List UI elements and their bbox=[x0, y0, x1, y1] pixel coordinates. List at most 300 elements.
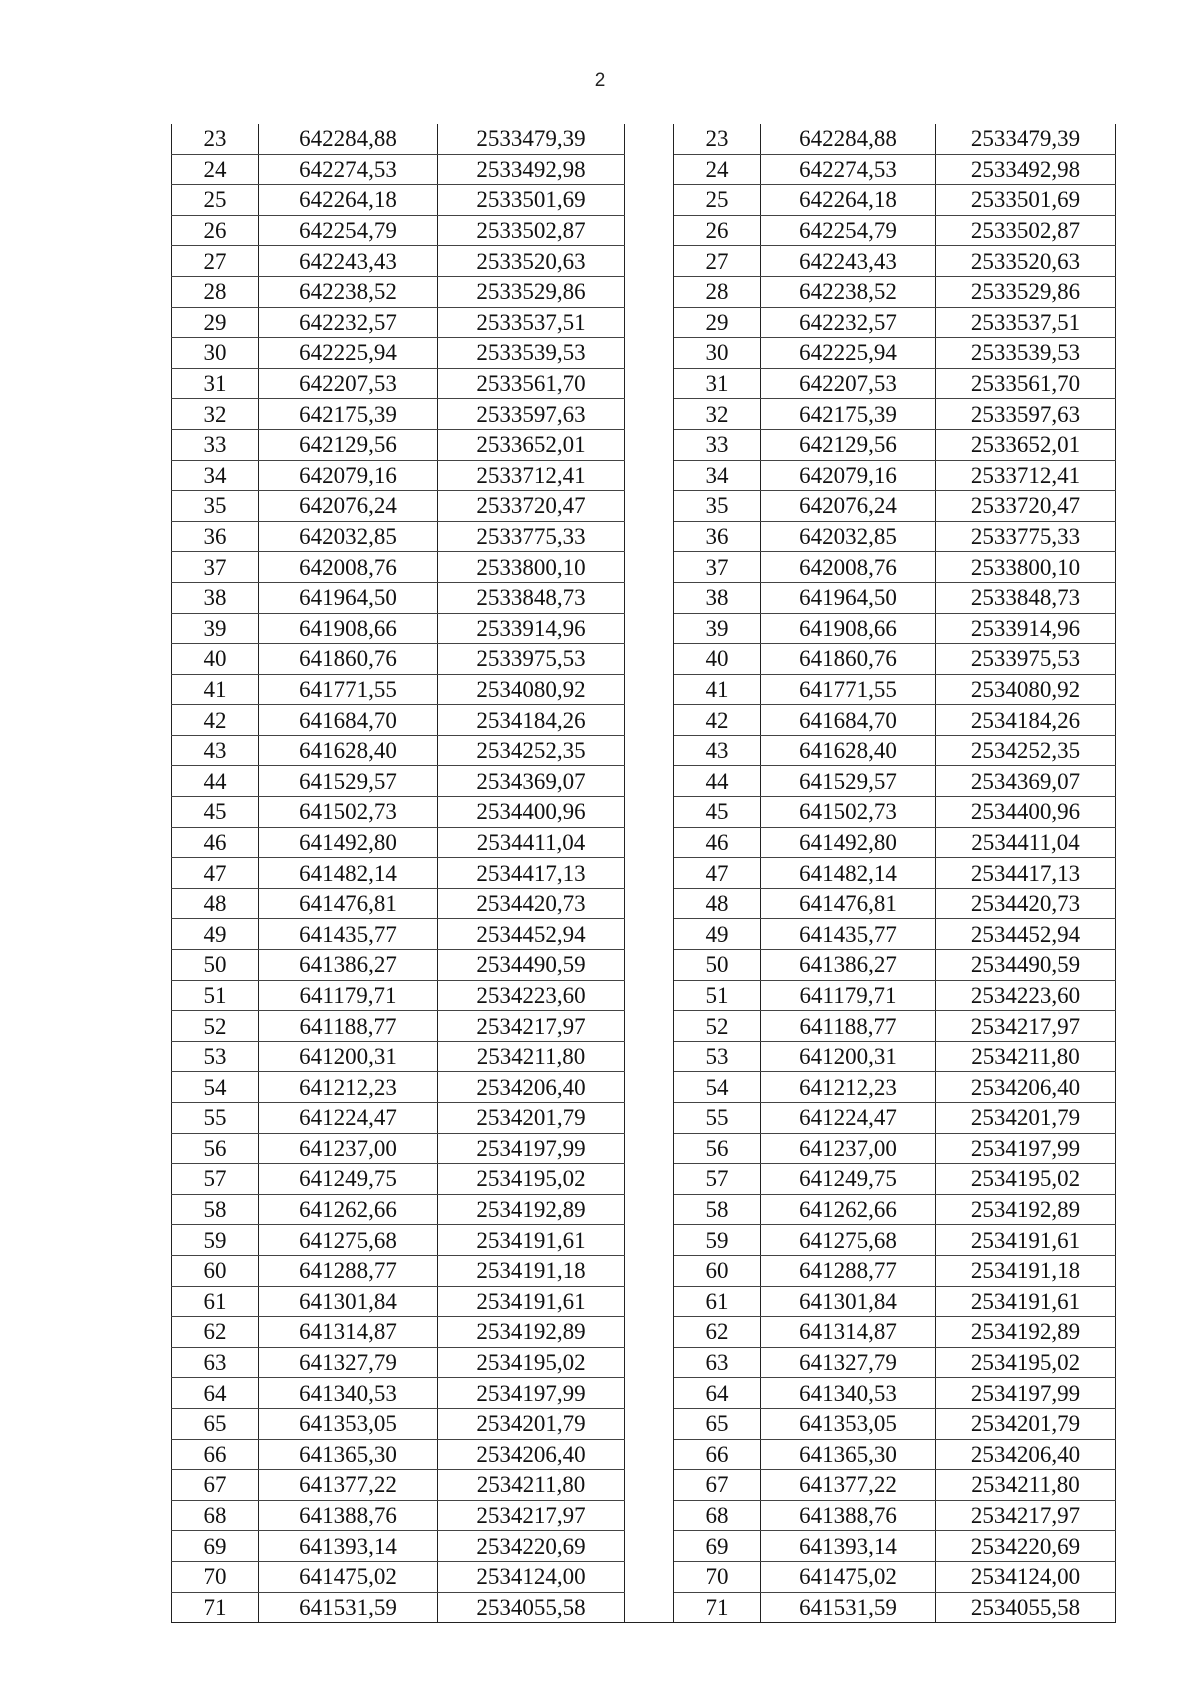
left-point-number-cell: 36 bbox=[172, 521, 259, 552]
right-point-number-cell: 46 bbox=[674, 827, 761, 858]
right-point-number-cell: 34 bbox=[674, 460, 761, 491]
right-point-number-cell: 57 bbox=[674, 1164, 761, 1195]
right-x-coordinate-cell: 642008,76 bbox=[761, 552, 936, 583]
right-x-coordinate-cell: 642243,43 bbox=[761, 246, 936, 277]
left-point-number-cell: 43 bbox=[172, 735, 259, 766]
left-x-coordinate-cell: 641771,55 bbox=[259, 674, 438, 705]
right-point-number-cell: 29 bbox=[674, 307, 761, 338]
right-point-number-cell: 68 bbox=[674, 1500, 761, 1531]
left-y-coordinate-cell: 2534411,04 bbox=[438, 827, 625, 858]
table-gap-cell bbox=[625, 338, 674, 369]
right-point-number-cell: 43 bbox=[674, 735, 761, 766]
left-point-number-cell: 23 bbox=[172, 124, 259, 154]
right-y-coordinate-cell: 2534197,99 bbox=[936, 1133, 1116, 1164]
right-point-number-cell: 39 bbox=[674, 613, 761, 644]
right-x-coordinate-cell: 642076,24 bbox=[761, 491, 936, 522]
right-x-coordinate-cell: 642254,79 bbox=[761, 215, 936, 246]
left-y-coordinate-cell: 2533520,63 bbox=[438, 246, 625, 277]
right-point-number-cell: 30 bbox=[674, 338, 761, 369]
left-y-coordinate-cell: 2534400,96 bbox=[438, 797, 625, 828]
left-x-coordinate-cell: 642175,39 bbox=[259, 399, 438, 430]
table-gap-cell bbox=[625, 1378, 674, 1409]
left-y-coordinate-cell: 2533914,96 bbox=[438, 613, 625, 644]
left-x-coordinate-cell: 641482,14 bbox=[259, 858, 438, 889]
right-y-coordinate-cell: 2534195,02 bbox=[936, 1164, 1116, 1195]
table-gap-cell bbox=[625, 1194, 674, 1225]
right-point-number-cell: 63 bbox=[674, 1347, 761, 1378]
right-y-coordinate-cell: 2534191,61 bbox=[936, 1286, 1116, 1317]
right-y-coordinate-cell: 2533502,87 bbox=[936, 215, 1116, 246]
table-gap-cell bbox=[625, 858, 674, 889]
right-point-number-cell: 45 bbox=[674, 797, 761, 828]
right-x-coordinate-cell: 642284,88 bbox=[761, 124, 936, 154]
table-gap-cell bbox=[625, 1255, 674, 1286]
left-x-coordinate-cell: 641435,77 bbox=[259, 919, 438, 950]
right-point-number-cell: 36 bbox=[674, 521, 761, 552]
left-x-coordinate-cell: 641200,31 bbox=[259, 1041, 438, 1072]
left-y-coordinate-cell: 2534420,73 bbox=[438, 888, 625, 919]
table-row bbox=[172, 246, 1116, 277]
table-gap-cell bbox=[625, 460, 674, 491]
left-y-coordinate-cell: 2534211,80 bbox=[438, 1041, 625, 1072]
table-gap-cell bbox=[625, 1041, 674, 1072]
table-gap-cell bbox=[625, 980, 674, 1011]
left-point-number-cell: 30 bbox=[172, 338, 259, 369]
left-x-coordinate-cell: 641388,76 bbox=[259, 1500, 438, 1531]
right-point-number-cell: 61 bbox=[674, 1286, 761, 1317]
right-y-coordinate-cell: 2533529,86 bbox=[936, 276, 1116, 307]
left-y-coordinate-cell: 2534452,94 bbox=[438, 919, 625, 950]
table-row bbox=[172, 1286, 1116, 1317]
right-y-coordinate-cell: 2534211,80 bbox=[936, 1041, 1116, 1072]
right-y-coordinate-cell: 2534055,58 bbox=[936, 1592, 1116, 1623]
left-x-coordinate-cell: 641179,71 bbox=[259, 980, 438, 1011]
left-point-number-cell: 34 bbox=[172, 460, 259, 491]
right-x-coordinate-cell: 641365,30 bbox=[761, 1439, 936, 1470]
left-point-number-cell: 41 bbox=[172, 674, 259, 705]
left-point-number-cell: 57 bbox=[172, 1164, 259, 1195]
left-point-number-cell: 49 bbox=[172, 919, 259, 950]
left-y-coordinate-cell: 2534223,60 bbox=[438, 980, 625, 1011]
left-y-coordinate-cell: 2533775,33 bbox=[438, 521, 625, 552]
table-row bbox=[172, 766, 1116, 797]
table-gap-cell bbox=[625, 521, 674, 552]
right-y-coordinate-cell: 2533539,53 bbox=[936, 338, 1116, 369]
right-point-number-cell: 67 bbox=[674, 1470, 761, 1501]
left-x-coordinate-cell: 642243,43 bbox=[259, 246, 438, 277]
right-point-number-cell: 48 bbox=[674, 888, 761, 919]
left-point-number-cell: 58 bbox=[172, 1194, 259, 1225]
left-point-number-cell: 71 bbox=[172, 1592, 259, 1623]
table-gap-cell bbox=[625, 429, 674, 460]
right-y-coordinate-cell: 2534191,18 bbox=[936, 1255, 1116, 1286]
left-x-coordinate-cell: 641314,87 bbox=[259, 1317, 438, 1348]
table-gap-cell bbox=[625, 1133, 674, 1164]
right-x-coordinate-cell: 641212,23 bbox=[761, 1072, 936, 1103]
left-y-coordinate-cell: 2534201,79 bbox=[438, 1103, 625, 1134]
table-row bbox=[172, 1378, 1116, 1409]
left-point-number-cell: 54 bbox=[172, 1072, 259, 1103]
table-gap-cell bbox=[625, 1470, 674, 1501]
right-y-coordinate-cell: 2534420,73 bbox=[936, 888, 1116, 919]
table-gap-cell bbox=[625, 246, 674, 277]
right-y-coordinate-cell: 2533848,73 bbox=[936, 582, 1116, 613]
right-y-coordinate-cell: 2534220,69 bbox=[936, 1531, 1116, 1562]
left-y-coordinate-cell: 2533537,51 bbox=[438, 307, 625, 338]
table-gap-cell bbox=[625, 919, 674, 950]
right-x-coordinate-cell: 641340,53 bbox=[761, 1378, 936, 1409]
left-point-number-cell: 51 bbox=[172, 980, 259, 1011]
left-y-coordinate-cell: 2533800,10 bbox=[438, 552, 625, 583]
table-row bbox=[172, 858, 1116, 889]
right-x-coordinate-cell: 642207,53 bbox=[761, 368, 936, 399]
left-x-coordinate-cell: 642254,79 bbox=[259, 215, 438, 246]
table-row bbox=[172, 950, 1116, 981]
left-x-coordinate-cell: 641301,84 bbox=[259, 1286, 438, 1317]
left-x-coordinate-cell: 642207,53 bbox=[259, 368, 438, 399]
left-point-number-cell: 70 bbox=[172, 1561, 259, 1592]
right-y-coordinate-cell: 2534192,89 bbox=[936, 1194, 1116, 1225]
right-y-coordinate-cell: 2534217,97 bbox=[936, 1500, 1116, 1531]
left-point-number-cell: 53 bbox=[172, 1041, 259, 1072]
right-x-coordinate-cell: 641288,77 bbox=[761, 1255, 936, 1286]
right-x-coordinate-cell: 641482,14 bbox=[761, 858, 936, 889]
table-row bbox=[172, 338, 1116, 369]
right-x-coordinate-cell: 642238,52 bbox=[761, 276, 936, 307]
left-point-number-cell: 65 bbox=[172, 1408, 259, 1439]
right-x-coordinate-cell: 641435,77 bbox=[761, 919, 936, 950]
table-gap-cell bbox=[625, 735, 674, 766]
left-y-coordinate-cell: 2533502,87 bbox=[438, 215, 625, 246]
left-x-coordinate-cell: 641237,00 bbox=[259, 1133, 438, 1164]
left-point-number-cell: 28 bbox=[172, 276, 259, 307]
table-row bbox=[172, 1408, 1116, 1439]
left-x-coordinate-cell: 642232,57 bbox=[259, 307, 438, 338]
right-point-number-cell: 26 bbox=[674, 215, 761, 246]
left-y-coordinate-cell: 2533561,70 bbox=[438, 368, 625, 399]
right-point-number-cell: 41 bbox=[674, 674, 761, 705]
right-y-coordinate-cell: 2534197,99 bbox=[936, 1378, 1116, 1409]
table-gap-cell bbox=[625, 307, 674, 338]
table-gap-cell bbox=[625, 1225, 674, 1256]
right-point-number-cell: 37 bbox=[674, 552, 761, 583]
right-x-coordinate-cell: 641179,71 bbox=[761, 980, 936, 1011]
left-x-coordinate-cell: 641249,75 bbox=[259, 1164, 438, 1195]
table-row bbox=[172, 552, 1116, 583]
table-row bbox=[172, 1011, 1116, 1042]
table-gap-cell bbox=[625, 1561, 674, 1592]
table-row bbox=[172, 460, 1116, 491]
left-x-coordinate-cell: 642238,52 bbox=[259, 276, 438, 307]
right-point-number-cell: 28 bbox=[674, 276, 761, 307]
table-row bbox=[172, 1317, 1116, 1348]
right-x-coordinate-cell: 641393,14 bbox=[761, 1531, 936, 1562]
right-y-coordinate-cell: 2534206,40 bbox=[936, 1072, 1116, 1103]
left-point-number-cell: 37 bbox=[172, 552, 259, 583]
right-x-coordinate-cell: 641771,55 bbox=[761, 674, 936, 705]
right-point-number-cell: 64 bbox=[674, 1378, 761, 1409]
left-x-coordinate-cell: 642079,16 bbox=[259, 460, 438, 491]
right-x-coordinate-cell: 641531,59 bbox=[761, 1592, 936, 1623]
table-gap-cell bbox=[625, 215, 674, 246]
right-x-coordinate-cell: 641475,02 bbox=[761, 1561, 936, 1592]
right-y-coordinate-cell: 2533492,98 bbox=[936, 154, 1116, 185]
right-x-coordinate-cell: 642079,16 bbox=[761, 460, 936, 491]
right-x-coordinate-cell: 641964,50 bbox=[761, 582, 936, 613]
left-y-coordinate-cell: 2534192,89 bbox=[438, 1317, 625, 1348]
table-gap-cell bbox=[625, 1317, 674, 1348]
table-row bbox=[172, 521, 1116, 552]
left-point-number-cell: 32 bbox=[172, 399, 259, 430]
right-y-coordinate-cell: 2534223,60 bbox=[936, 980, 1116, 1011]
left-point-number-cell: 42 bbox=[172, 705, 259, 736]
left-y-coordinate-cell: 2534490,59 bbox=[438, 950, 625, 981]
left-y-coordinate-cell: 2534197,99 bbox=[438, 1378, 625, 1409]
table-row bbox=[172, 1225, 1116, 1256]
right-x-coordinate-cell: 641262,66 bbox=[761, 1194, 936, 1225]
right-point-number-cell: 51 bbox=[674, 980, 761, 1011]
left-y-coordinate-cell: 2534191,61 bbox=[438, 1286, 625, 1317]
right-x-coordinate-cell: 641529,57 bbox=[761, 766, 936, 797]
left-x-coordinate-cell: 641340,53 bbox=[259, 1378, 438, 1409]
table-row bbox=[172, 399, 1116, 430]
table-row bbox=[172, 1347, 1116, 1378]
left-point-number-cell: 66 bbox=[172, 1439, 259, 1470]
left-y-coordinate-cell: 2534206,40 bbox=[438, 1072, 625, 1103]
right-x-coordinate-cell: 641628,40 bbox=[761, 735, 936, 766]
right-y-coordinate-cell: 2533712,41 bbox=[936, 460, 1116, 491]
table-row bbox=[172, 919, 1116, 950]
right-y-coordinate-cell: 2534201,79 bbox=[936, 1408, 1116, 1439]
right-x-coordinate-cell: 641502,73 bbox=[761, 797, 936, 828]
left-x-coordinate-cell: 642129,56 bbox=[259, 429, 438, 460]
left-point-number-cell: 47 bbox=[172, 858, 259, 889]
right-y-coordinate-cell: 2534206,40 bbox=[936, 1439, 1116, 1470]
table-gap-cell bbox=[625, 1408, 674, 1439]
table-row bbox=[172, 307, 1116, 338]
right-point-number-cell: 70 bbox=[674, 1561, 761, 1592]
right-y-coordinate-cell: 2533800,10 bbox=[936, 552, 1116, 583]
table-row bbox=[172, 1439, 1116, 1470]
right-x-coordinate-cell: 641327,79 bbox=[761, 1347, 936, 1378]
left-x-coordinate-cell: 642274,53 bbox=[259, 154, 438, 185]
left-y-coordinate-cell: 2533597,63 bbox=[438, 399, 625, 430]
table-gap-cell bbox=[625, 368, 674, 399]
table-gap-cell bbox=[625, 552, 674, 583]
left-point-number-cell: 46 bbox=[172, 827, 259, 858]
right-point-number-cell: 65 bbox=[674, 1408, 761, 1439]
table-row bbox=[172, 582, 1116, 613]
left-point-number-cell: 35 bbox=[172, 491, 259, 522]
right-point-number-cell: 44 bbox=[674, 766, 761, 797]
left-x-coordinate-cell: 641224,47 bbox=[259, 1103, 438, 1134]
right-x-coordinate-cell: 641314,87 bbox=[761, 1317, 936, 1348]
left-y-coordinate-cell: 2533501,69 bbox=[438, 185, 625, 216]
table-row bbox=[172, 1470, 1116, 1501]
left-x-coordinate-cell: 641212,23 bbox=[259, 1072, 438, 1103]
right-y-coordinate-cell: 2534184,26 bbox=[936, 705, 1116, 736]
table-gap-cell bbox=[625, 1347, 674, 1378]
table-gap-cell bbox=[625, 1011, 674, 1042]
left-x-coordinate-cell: 642076,24 bbox=[259, 491, 438, 522]
left-x-coordinate-cell: 641684,70 bbox=[259, 705, 438, 736]
right-y-coordinate-cell: 2534201,79 bbox=[936, 1103, 1116, 1134]
left-y-coordinate-cell: 2534206,40 bbox=[438, 1439, 625, 1470]
left-x-coordinate-cell: 642264,18 bbox=[259, 185, 438, 216]
right-x-coordinate-cell: 641386,27 bbox=[761, 950, 936, 981]
right-point-number-cell: 62 bbox=[674, 1317, 761, 1348]
left-point-number-cell: 38 bbox=[172, 582, 259, 613]
table-gap-cell bbox=[625, 613, 674, 644]
left-x-coordinate-cell: 642032,85 bbox=[259, 521, 438, 552]
right-point-number-cell: 54 bbox=[674, 1072, 761, 1103]
left-y-coordinate-cell: 2533720,47 bbox=[438, 491, 625, 522]
left-y-coordinate-cell: 2534191,61 bbox=[438, 1225, 625, 1256]
table-gap-cell bbox=[625, 674, 674, 705]
left-x-coordinate-cell: 641529,57 bbox=[259, 766, 438, 797]
left-x-coordinate-cell: 641531,59 bbox=[259, 1592, 438, 1623]
table-gap-cell bbox=[625, 766, 674, 797]
left-x-coordinate-cell: 641365,30 bbox=[259, 1439, 438, 1470]
right-point-number-cell: 60 bbox=[674, 1255, 761, 1286]
left-x-coordinate-cell: 641393,14 bbox=[259, 1531, 438, 1562]
left-y-coordinate-cell: 2533492,98 bbox=[438, 154, 625, 185]
right-x-coordinate-cell: 641301,84 bbox=[761, 1286, 936, 1317]
right-point-number-cell: 24 bbox=[674, 154, 761, 185]
left-x-coordinate-cell: 641964,50 bbox=[259, 582, 438, 613]
table-row bbox=[172, 215, 1116, 246]
left-x-coordinate-cell: 641188,77 bbox=[259, 1011, 438, 1042]
right-x-coordinate-cell: 642264,18 bbox=[761, 185, 936, 216]
left-x-coordinate-cell: 641327,79 bbox=[259, 1347, 438, 1378]
right-y-coordinate-cell: 2534211,80 bbox=[936, 1470, 1116, 1501]
left-y-coordinate-cell: 2533652,01 bbox=[438, 429, 625, 460]
table-gap-cell bbox=[625, 1164, 674, 1195]
left-point-number-cell: 29 bbox=[172, 307, 259, 338]
right-y-coordinate-cell: 2534411,04 bbox=[936, 827, 1116, 858]
table-gap-cell bbox=[625, 1439, 674, 1470]
table-row bbox=[172, 827, 1116, 858]
right-x-coordinate-cell: 641908,66 bbox=[761, 613, 936, 644]
right-point-number-cell: 35 bbox=[674, 491, 761, 522]
left-x-coordinate-cell: 641502,73 bbox=[259, 797, 438, 828]
left-y-coordinate-cell: 2534192,89 bbox=[438, 1194, 625, 1225]
right-x-coordinate-cell: 642225,94 bbox=[761, 338, 936, 369]
table-row bbox=[172, 1041, 1116, 1072]
table-gap-cell bbox=[625, 1286, 674, 1317]
left-point-number-cell: 33 bbox=[172, 429, 259, 460]
right-x-coordinate-cell: 641275,68 bbox=[761, 1225, 936, 1256]
left-x-coordinate-cell: 642008,76 bbox=[259, 552, 438, 583]
left-x-coordinate-cell: 641386,27 bbox=[259, 950, 438, 981]
table-gap-cell bbox=[625, 1072, 674, 1103]
left-y-coordinate-cell: 2534252,35 bbox=[438, 735, 625, 766]
right-point-number-cell: 27 bbox=[674, 246, 761, 277]
right-y-coordinate-cell: 2533561,70 bbox=[936, 368, 1116, 399]
left-point-number-cell: 31 bbox=[172, 368, 259, 399]
right-point-number-cell: 32 bbox=[674, 399, 761, 430]
left-point-number-cell: 50 bbox=[172, 950, 259, 981]
table-row bbox=[172, 154, 1116, 185]
left-y-coordinate-cell: 2533975,53 bbox=[438, 644, 625, 675]
table-row bbox=[172, 735, 1116, 766]
table-row bbox=[172, 1133, 1116, 1164]
page-number: 2 bbox=[594, 70, 606, 91]
left-point-number-cell: 25 bbox=[172, 185, 259, 216]
right-y-coordinate-cell: 2533652,01 bbox=[936, 429, 1116, 460]
table-row bbox=[172, 124, 1116, 154]
right-x-coordinate-cell: 641388,76 bbox=[761, 1500, 936, 1531]
right-point-number-cell: 69 bbox=[674, 1531, 761, 1562]
table-gap-cell bbox=[625, 644, 674, 675]
right-y-coordinate-cell: 2534369,07 bbox=[936, 766, 1116, 797]
table-row bbox=[172, 888, 1116, 919]
left-y-coordinate-cell: 2534195,02 bbox=[438, 1164, 625, 1195]
table-row bbox=[172, 980, 1116, 1011]
left-y-coordinate-cell: 2534417,13 bbox=[438, 858, 625, 889]
left-point-number-cell: 39 bbox=[172, 613, 259, 644]
left-x-coordinate-cell: 641475,02 bbox=[259, 1561, 438, 1592]
table-row bbox=[172, 1164, 1116, 1195]
left-y-coordinate-cell: 2533539,53 bbox=[438, 338, 625, 369]
right-x-coordinate-cell: 641237,00 bbox=[761, 1133, 936, 1164]
left-point-number-cell: 52 bbox=[172, 1011, 259, 1042]
table-gap-cell bbox=[625, 950, 674, 981]
right-x-coordinate-cell: 642232,57 bbox=[761, 307, 936, 338]
left-point-number-cell: 44 bbox=[172, 766, 259, 797]
table-gap-cell bbox=[625, 1531, 674, 1562]
right-x-coordinate-cell: 641249,75 bbox=[761, 1164, 936, 1195]
right-point-number-cell: 59 bbox=[674, 1225, 761, 1256]
table-gap-cell bbox=[625, 1500, 674, 1531]
left-point-number-cell: 24 bbox=[172, 154, 259, 185]
left-point-number-cell: 61 bbox=[172, 1286, 259, 1317]
right-point-number-cell: 52 bbox=[674, 1011, 761, 1042]
left-y-coordinate-cell: 2534195,02 bbox=[438, 1347, 625, 1378]
left-y-coordinate-cell: 2533848,73 bbox=[438, 582, 625, 613]
left-y-coordinate-cell: 2534220,69 bbox=[438, 1531, 625, 1562]
left-point-number-cell: 27 bbox=[172, 246, 259, 277]
left-y-coordinate-cell: 2533479,39 bbox=[438, 124, 625, 154]
table-gap-cell bbox=[625, 154, 674, 185]
right-point-number-cell: 50 bbox=[674, 950, 761, 981]
right-y-coordinate-cell: 2534195,02 bbox=[936, 1347, 1116, 1378]
table-gap-cell bbox=[625, 827, 674, 858]
table-gap-cell bbox=[625, 185, 674, 216]
left-y-coordinate-cell: 2534217,97 bbox=[438, 1500, 625, 1531]
table-row bbox=[172, 491, 1116, 522]
table-gap-cell bbox=[625, 888, 674, 919]
left-y-coordinate-cell: 2534184,26 bbox=[438, 705, 625, 736]
left-y-coordinate-cell: 2534124,00 bbox=[438, 1561, 625, 1592]
right-x-coordinate-cell: 642175,39 bbox=[761, 399, 936, 430]
left-x-coordinate-cell: 641628,40 bbox=[259, 735, 438, 766]
table-row bbox=[172, 185, 1116, 216]
table-row bbox=[172, 1194, 1116, 1225]
right-y-coordinate-cell: 2533520,63 bbox=[936, 246, 1116, 277]
left-x-coordinate-cell: 641860,76 bbox=[259, 644, 438, 675]
left-y-coordinate-cell: 2534369,07 bbox=[438, 766, 625, 797]
table-row bbox=[172, 1531, 1116, 1562]
table-gap-cell bbox=[625, 1103, 674, 1134]
left-x-coordinate-cell: 641262,66 bbox=[259, 1194, 438, 1225]
right-y-coordinate-cell: 2533537,51 bbox=[936, 307, 1116, 338]
left-x-coordinate-cell: 641353,05 bbox=[259, 1408, 438, 1439]
right-point-number-cell: 58 bbox=[674, 1194, 761, 1225]
right-y-coordinate-cell: 2533914,96 bbox=[936, 613, 1116, 644]
right-point-number-cell: 66 bbox=[674, 1439, 761, 1470]
table-gap-cell bbox=[625, 276, 674, 307]
